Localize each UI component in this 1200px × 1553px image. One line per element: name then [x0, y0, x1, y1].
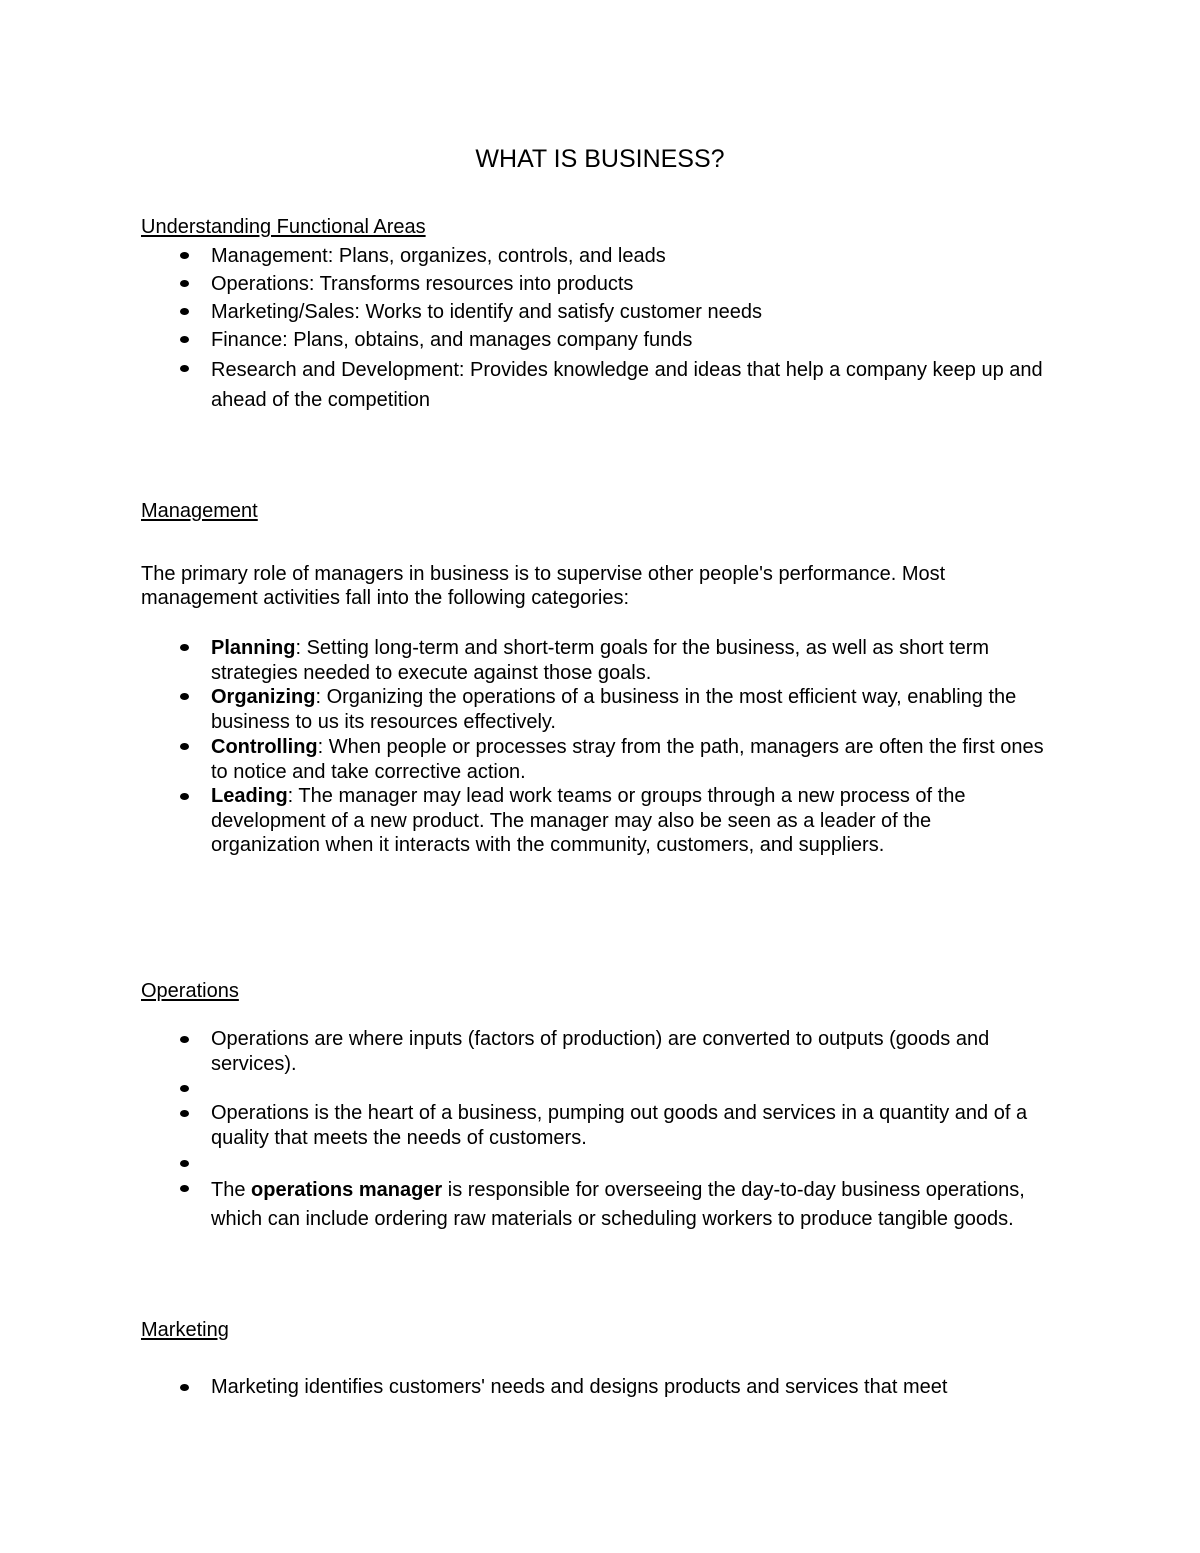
- list-item: Operations: Transforms resources into products: [211, 273, 634, 295]
- list-item-text: is responsible for overseeing the day-to-day business operations, which can include ordering raw materials or scheduling workers to produce tangible goods.: [211, 1179, 1025, 1230]
- list-item: Management: Plans, organizes, controls, and leads: [211, 245, 666, 267]
- term-leading: Leading: [211, 785, 288, 807]
- bullet-icon: [180, 280, 189, 287]
- definition-leading: : The manager may lead work teams or groups through a new process of the development of a new product. The manager may also be seen as a leader of the organization when it interacts with the community, customers, and suppliers.: [211, 785, 966, 856]
- list-item: Operations are where inputs (factors of production) are converted to outputs (goods and services).: [211, 1028, 990, 1075]
- list-item: [211, 784, 1041, 858]
- list-item: [211, 685, 1061, 734]
- bullet-icon: [180, 743, 189, 750]
- list-item: Finance: Plans, obtains, and manages company funds: [211, 329, 693, 351]
- bullet-icon: [180, 1036, 189, 1043]
- bullet-icon: [180, 1160, 189, 1167]
- list-item: Operations is the heart of a business, pumping out goods and services in a quantity and of a quality that meets the needs of customers.: [211, 1102, 1028, 1149]
- list-item: [211, 1176, 1061, 1233]
- bullet-icon: [180, 693, 189, 700]
- bullet-icon: [180, 336, 189, 343]
- term-controlling: Controlling: [211, 736, 318, 758]
- bullet-icon: [180, 252, 189, 259]
- section-heading-operations: Operations: [141, 980, 239, 1002]
- bullet-icon: [180, 1110, 189, 1117]
- bullet-icon: [180, 644, 189, 651]
- page-title: WHAT IS BUSINESS?: [475, 145, 725, 173]
- list-item: Marketing/Sales: Works to identify and satisfy customer needs: [211, 301, 762, 323]
- bullet-icon: [180, 1085, 189, 1092]
- section-heading-functional-areas: Understanding Functional Areas: [141, 216, 426, 238]
- bullet-icon: [180, 308, 189, 315]
- section-heading-marketing: Marketing: [141, 1319, 229, 1341]
- bullet-icon: [180, 1384, 189, 1391]
- list-item: [211, 735, 1061, 784]
- list-item: Marketing identifies customers' needs and designs products and services that meet: [211, 1376, 948, 1398]
- definition-planning: : Setting long-term and short-term goals for the business, as well as short term strategies needed to execute against those goals.: [211, 637, 990, 684]
- bullet-icon: [180, 365, 189, 372]
- term-organizing: Organizing: [211, 686, 316, 708]
- definition-organizing: : Organizing the operations of a business in the most efficient way, enabling the business to us its resources effectively.: [211, 686, 1017, 733]
- bullet-icon: [180, 1185, 189, 1192]
- definition-controlling: : When people or processes stray from the path, managers are often the first ones to notice and take corrective action.: [211, 736, 1044, 783]
- list-item-prefix: The: [211, 1179, 252, 1201]
- list-item: [211, 636, 1061, 685]
- management-intro: The primary role of managers in business is to supervise other people's performance. Most management activities fall into the following categories:: [141, 563, 946, 609]
- term-planning: Planning: [211, 637, 296, 659]
- section-heading-management: Management: [141, 500, 258, 522]
- list-item: Research and Development: Provides knowledge and ideas that help a company keep up and ahead of the competition: [211, 359, 1043, 411]
- bullet-icon: [180, 793, 189, 800]
- term-operations-manager: operations manager: [251, 1179, 443, 1201]
